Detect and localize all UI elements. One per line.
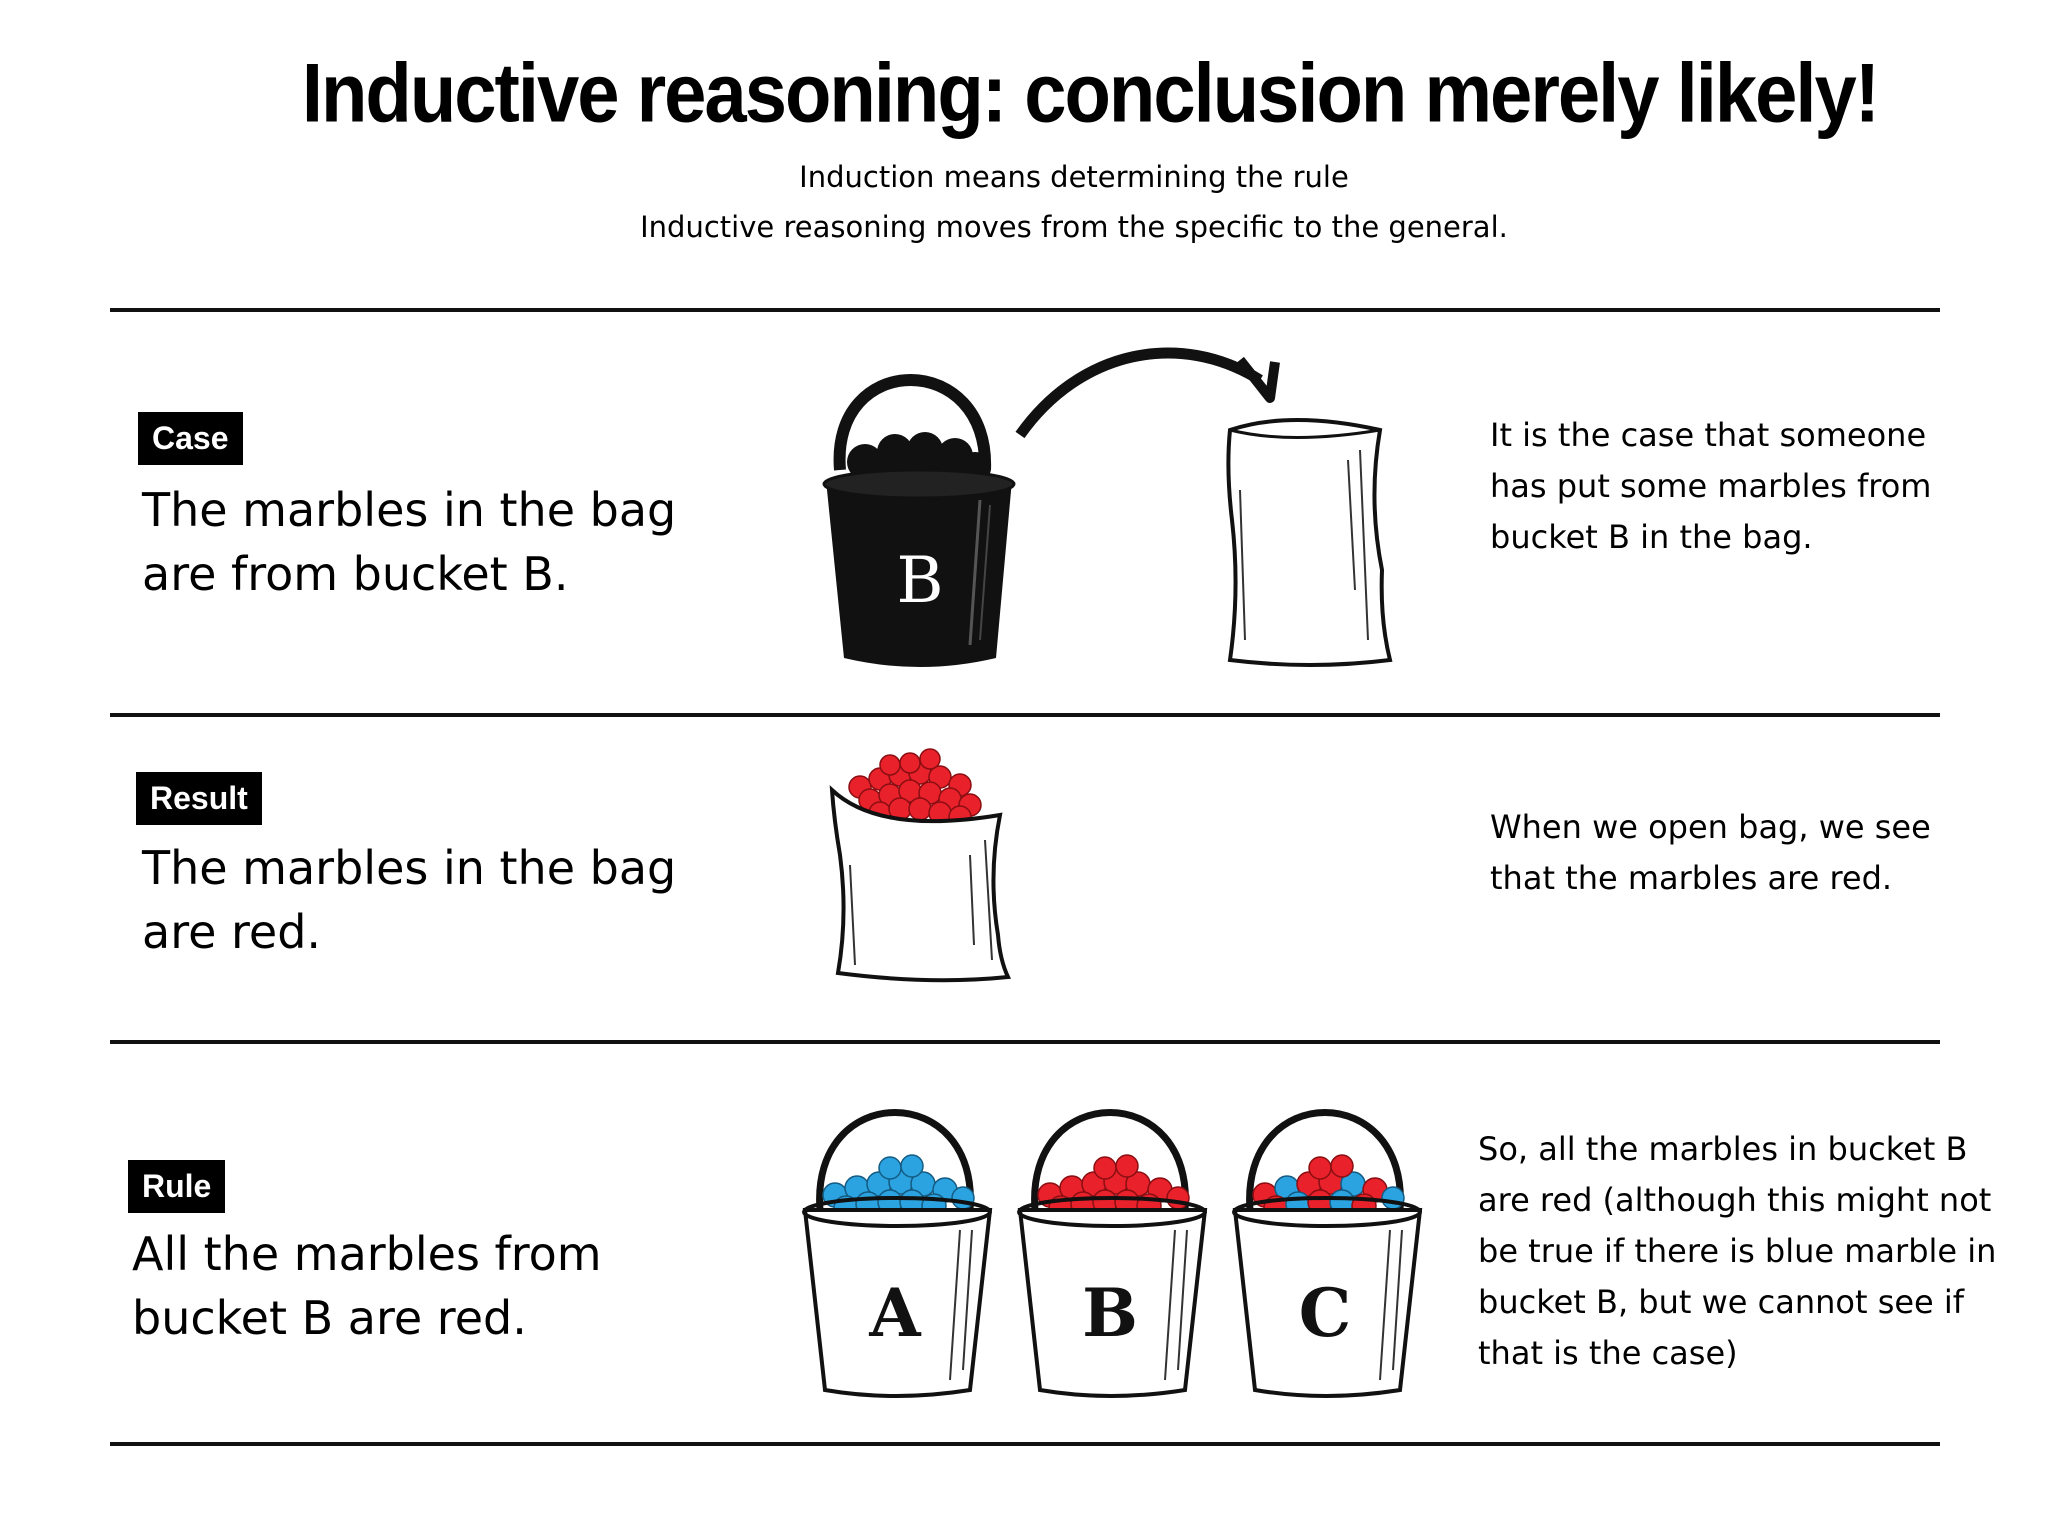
bucket-b-letter: B [1082,1274,1138,1352]
case-description: It is the case that someone has put some marbles from bucket B in the bag. [1490,416,1932,556]
arrow-curve [1020,353,1260,435]
subtitle-line-1: Induction means determining the rule [799,160,1349,194]
divider-result-rule [110,1040,1940,1044]
result-label: Result [136,772,262,825]
rule-illustration [800,1080,1420,1400]
result-description: When we open bag, we see that the marbles are red. [1490,808,1931,897]
empty-bag [1228,420,1390,665]
divider-bottom [110,1442,1940,1446]
result-statement: The marbles in the bag are red. [142,841,677,959]
rule-label: Rule [128,1160,225,1213]
divider-top [110,308,1940,312]
case-statement: The marbles in the bag are from bucket B. [142,483,677,601]
divider-case-result [110,713,1940,717]
rule-description: So, all the marbles in bucket B are red (although this might not be true if there is blue marble in bucket B, but we cannot see if that is the case) [1478,1130,1997,1372]
bucket-c [1234,1113,1420,1397]
case-illustration [820,340,1420,680]
bucket-a-letter: A [869,1274,921,1352]
result-illustration [820,745,1020,985]
case-label: Case [138,412,243,465]
arrow-head-icon [1240,360,1275,398]
case-bucket-letter: B [896,544,944,618]
bucket-a [804,1113,990,1397]
rule-statement: All the marbles from bucket B are red. [132,1227,602,1345]
subtitle-line-2: Inductive reasoning moves from the specific to the general. [640,210,1508,244]
page-title: Inductive reasoning: conclusion merely likely! [301,46,1879,141]
bucket-b [1019,1113,1205,1397]
bucket-c-letter: C [1298,1274,1352,1352]
